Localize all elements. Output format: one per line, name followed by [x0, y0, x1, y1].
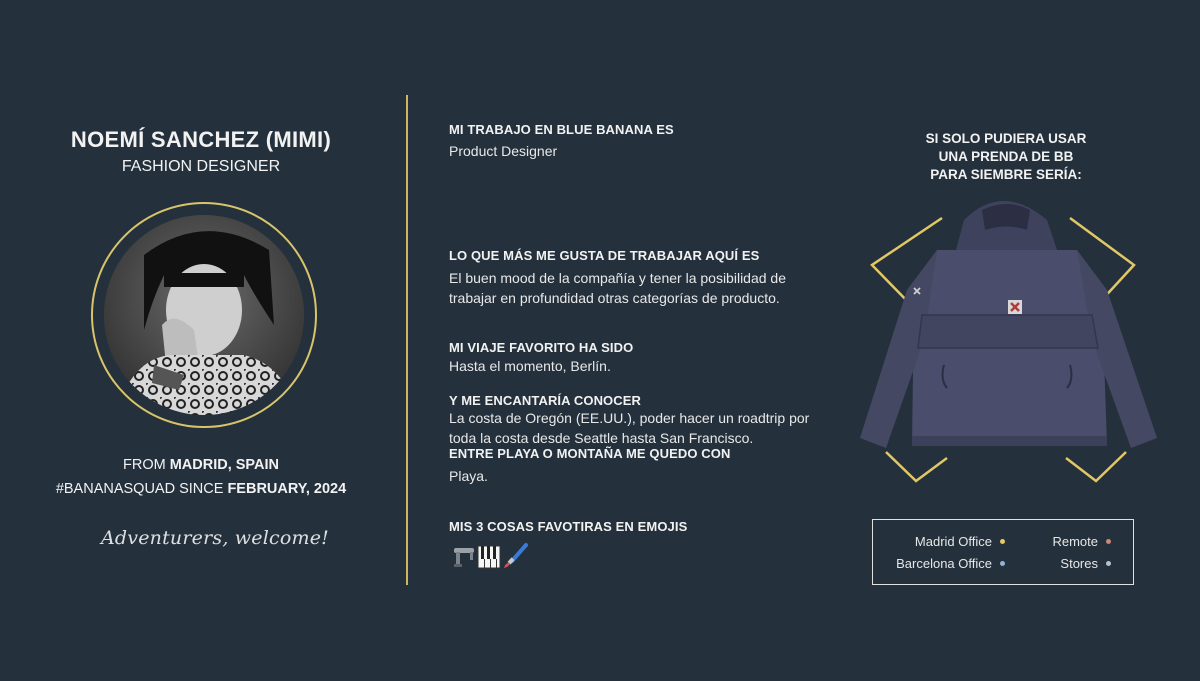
legend-dot	[1000, 561, 1005, 566]
office-legend	[872, 519, 1134, 585]
question-trip: MI VIAJE FAVORITO HA SIDO	[449, 340, 634, 355]
answer-trip: Hasta el momento, Berlín.	[449, 358, 611, 374]
question-job: MI TRABAJO EN BLUE BANANA ES	[449, 122, 674, 137]
legend-item-barcelona	[896, 556, 1005, 571]
profile-name: NOEMÍ SANCHEZ (MIMI)	[70, 127, 332, 152]
jacket-image	[852, 190, 1162, 490]
answer-wish: La costa de Oregón (EE.UU.), poder hacer un roadtrip por toda la costa desde Seattle hasta San Francisco.	[449, 410, 810, 446]
legend-label: Madrid Office	[914, 534, 992, 549]
legend-item-stores	[1060, 556, 1111, 571]
favorite-garment-line1: SI SOLO PUDIERA USAR	[925, 131, 1087, 146]
piano-keys-icon	[478, 546, 500, 568]
question-wish: Y ME ENCANTARÍA CONOCER	[449, 393, 642, 408]
legend-dot	[1106, 539, 1111, 544]
profile-photo	[104, 215, 304, 415]
legend-label: Stores	[1060, 556, 1098, 571]
emoji-row	[452, 542, 532, 570]
since-line	[40, 481, 362, 497]
origin-value: MADRID, SPAIN	[169, 457, 279, 473]
legend-item-remote	[1052, 534, 1111, 549]
legend-label: Barcelona Office	[896, 556, 992, 571]
favorite-garment-title	[880, 130, 1132, 184]
answer-beach-mountain: Playa.	[449, 468, 488, 484]
legend-item-madrid	[915, 534, 1005, 549]
question-likes: LO QUE MÁS ME GUSTA DE TRABAJAR AQUÍ ES	[449, 248, 760, 263]
favorite-garment-line2: UNA PRENDA DE BB	[938, 149, 1074, 164]
legend-dot	[1000, 539, 1005, 544]
vertical-divider	[406, 95, 408, 585]
since-value: FEBRUARY, 2024	[227, 481, 347, 497]
origin-line	[40, 457, 362, 473]
anorak-jacket	[860, 201, 1157, 448]
favorite-garment-line3: PARA SIEMBRE SERÍA:	[930, 167, 1082, 182]
portrait-illustration	[104, 215, 304, 415]
signature: Adventurers, welcome!	[101, 527, 329, 549]
sewing-machine-icon	[454, 548, 474, 567]
legend-label: Remote	[1052, 534, 1098, 549]
profile-role: FASHION DESIGNER	[121, 158, 281, 175]
since-prefix: #BANANASQUAD SINCE	[55, 481, 228, 497]
answer-job: Product Designer	[449, 143, 558, 159]
legend-dot	[1106, 561, 1111, 566]
question-beach-mountain: ENTRE PLAYA O MONTAÑA ME QUEDO CON	[449, 446, 731, 461]
answer-likes: El buen mood de la compañía y tener la posibilidad de trabajar en profundidad otras categorías de producto.	[449, 270, 786, 306]
question-emojis: MIS 3 COSAS FAVOTIRAS EN EMOJIS	[449, 519, 688, 534]
origin-prefix: FROM	[122, 457, 170, 473]
paintbrush-icon	[504, 545, 526, 568]
